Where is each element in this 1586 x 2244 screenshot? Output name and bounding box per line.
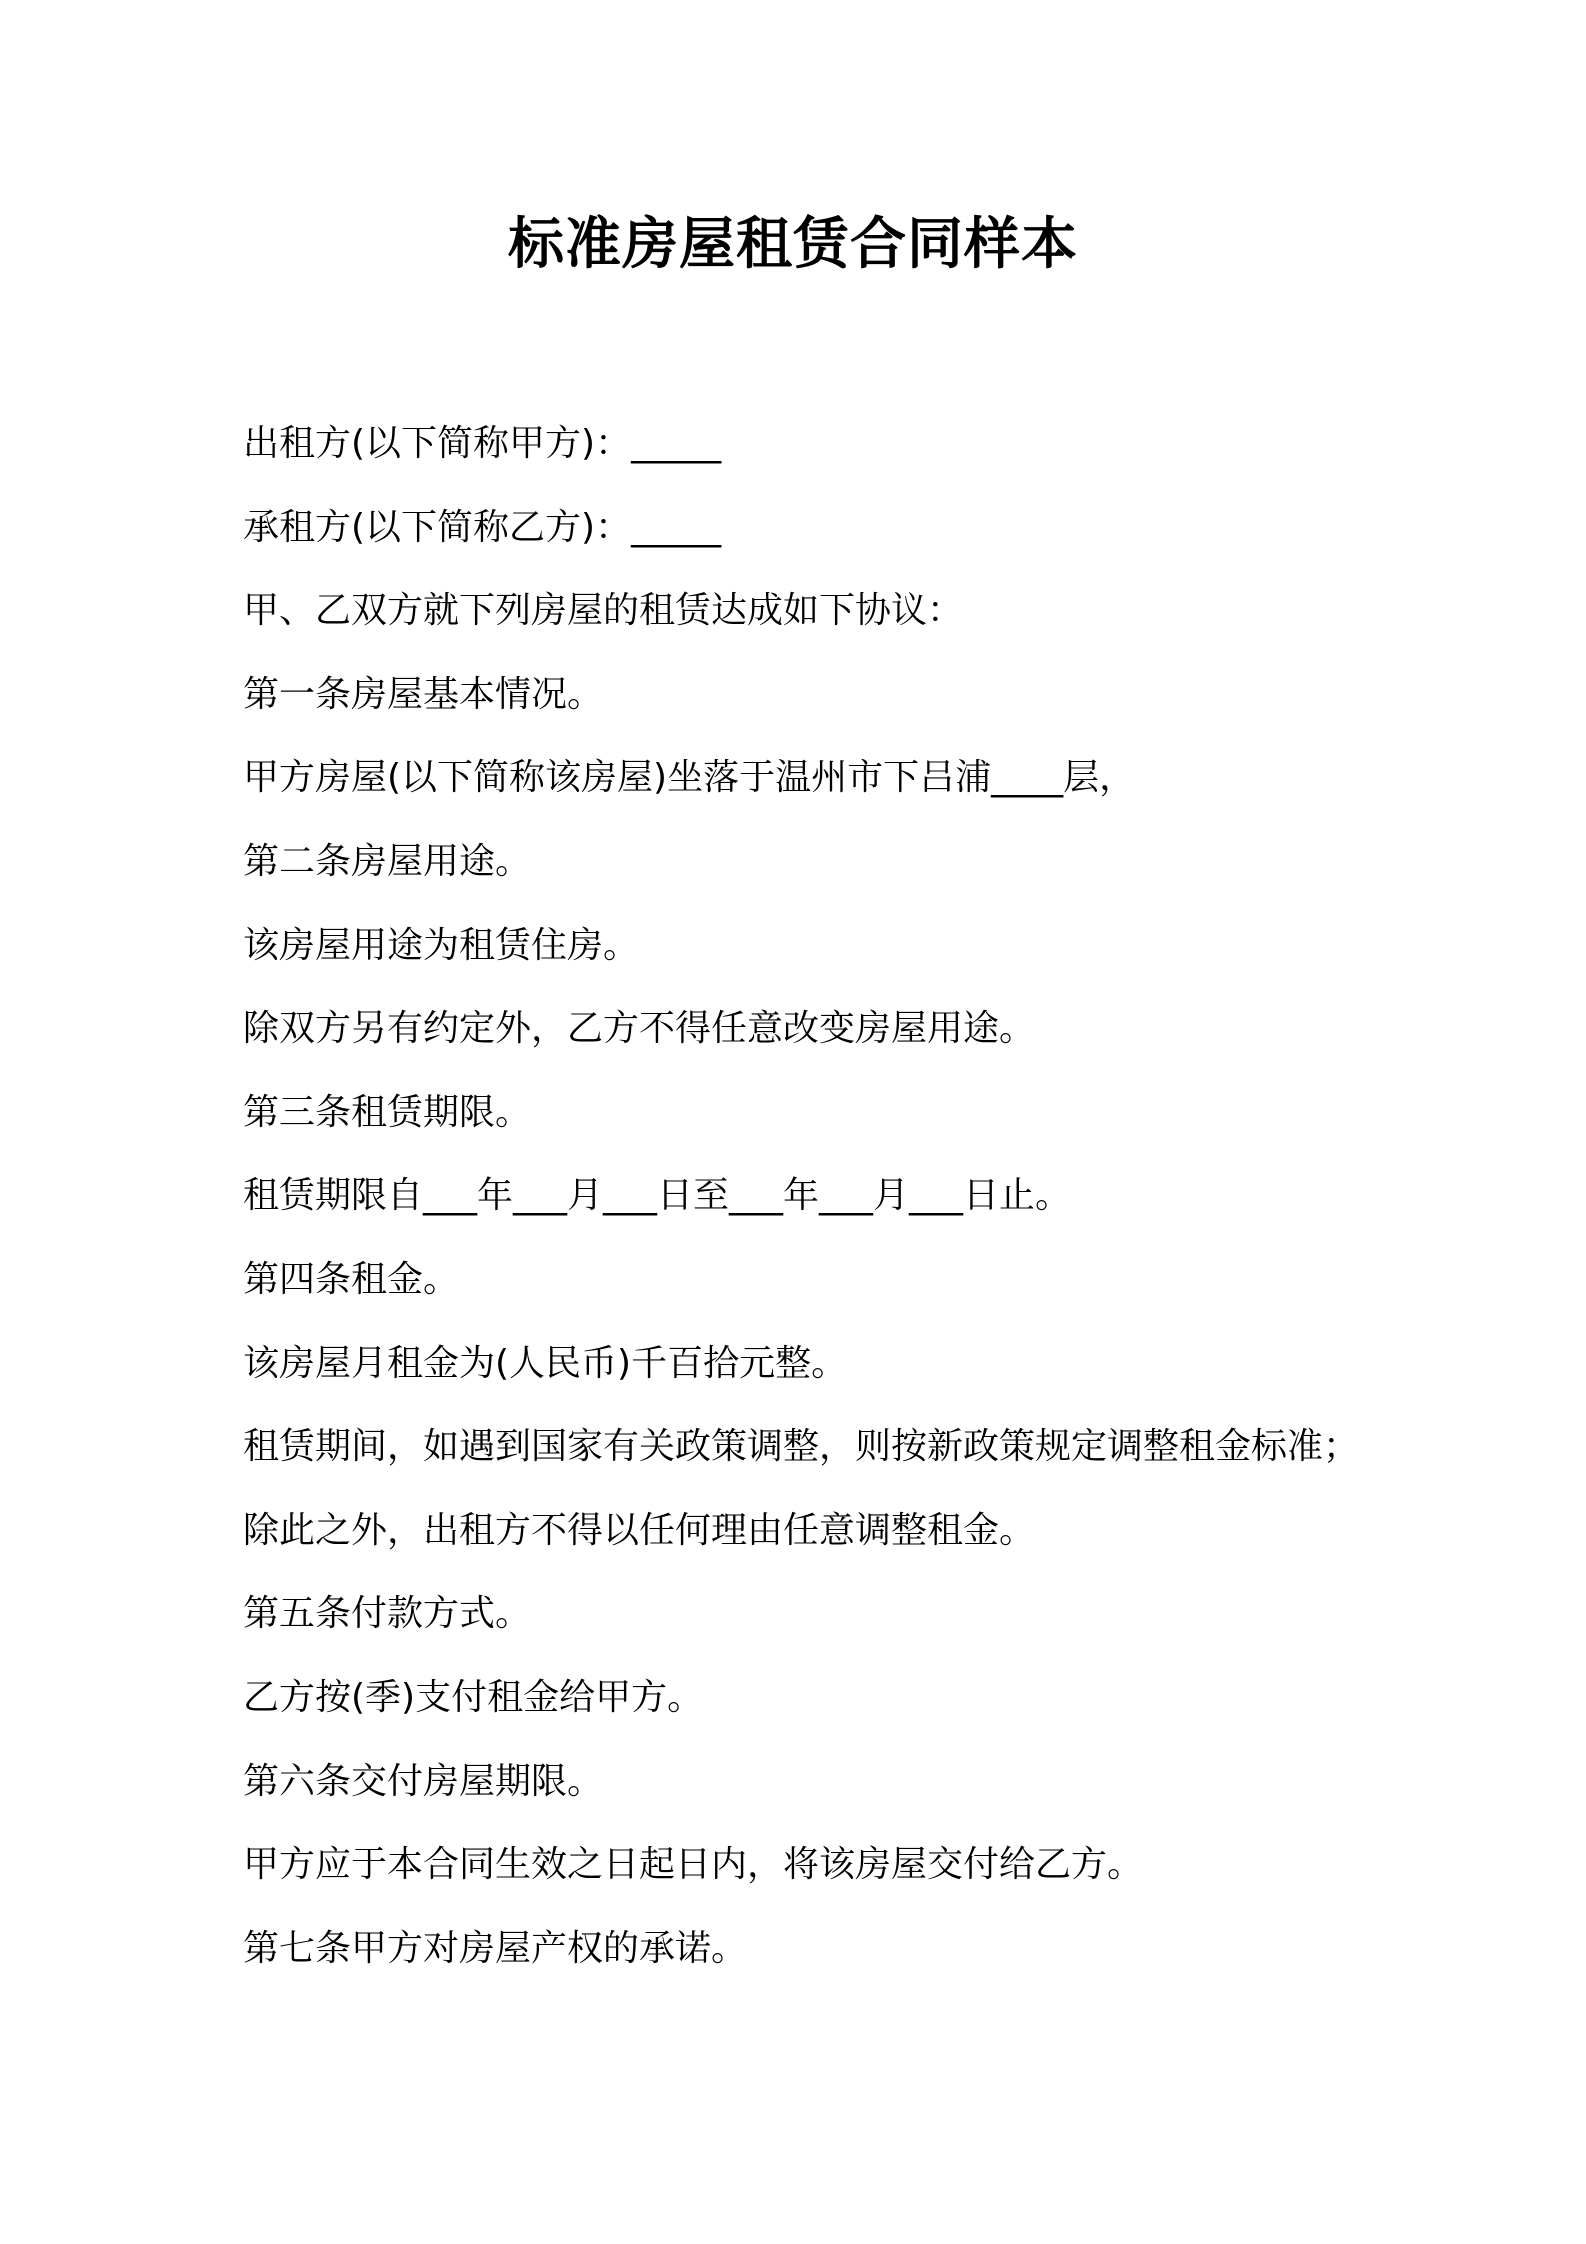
article-4-text: 除此之外，出租方不得以任何理由任意调整租金。 xyxy=(243,1509,1036,1551)
article-5-text: 乙方按(季)支付租金给甲方。 xyxy=(243,1676,704,1718)
lessor-line: 出租方(以下简称甲方)：_____ xyxy=(243,423,722,464)
lessee-line: 承租方(以下简称乙方)：_____ xyxy=(243,506,722,548)
article-3-heading: 第三条租赁期限。 xyxy=(243,1091,532,1133)
document-title: 标准房屋租赁合同样本 xyxy=(508,212,1078,277)
article-2-heading: 第二条房屋用途。 xyxy=(243,840,532,882)
document-body xyxy=(243,402,1543,1990)
article-2-text: 除双方另有约定外，乙方不得任意改变房屋用途。 xyxy=(243,1008,1036,1050)
article-1-text: 甲方房屋(以下简称该房屋)坐落于温州市下吕浦____层， xyxy=(243,757,1136,799)
article-4-text: 租赁期间，如遇到国家有关政策调整，则按新政策规定调整租金标准； xyxy=(243,1426,1360,1468)
article-7-heading: 第七条甲方对房屋产权的承诺。 xyxy=(243,1927,748,1969)
article-3-text: 租赁期限自___年___月___日至___年___月___日止。 xyxy=(243,1175,1072,1217)
article-2-text: 该房屋用途为租赁住房。 xyxy=(243,924,640,966)
article-1-heading: 第一条房屋基本情况。 xyxy=(243,673,604,715)
article-5-heading: 第五条付款方式。 xyxy=(243,1593,532,1635)
article-6-text: 甲方应于本合同生效之日起日内，将该房屋交付给乙方。 xyxy=(243,1844,1144,1886)
article-4-heading: 第四条租金。 xyxy=(243,1258,460,1300)
agreement-intro: 甲、乙双方就下列房屋的租赁达成如下协议： xyxy=(243,590,964,632)
article-6-heading: 第六条交付房屋期限。 xyxy=(243,1760,604,1802)
article-4-text: 该房屋月租金为(人民币)千百拾元整。 xyxy=(243,1342,848,1384)
